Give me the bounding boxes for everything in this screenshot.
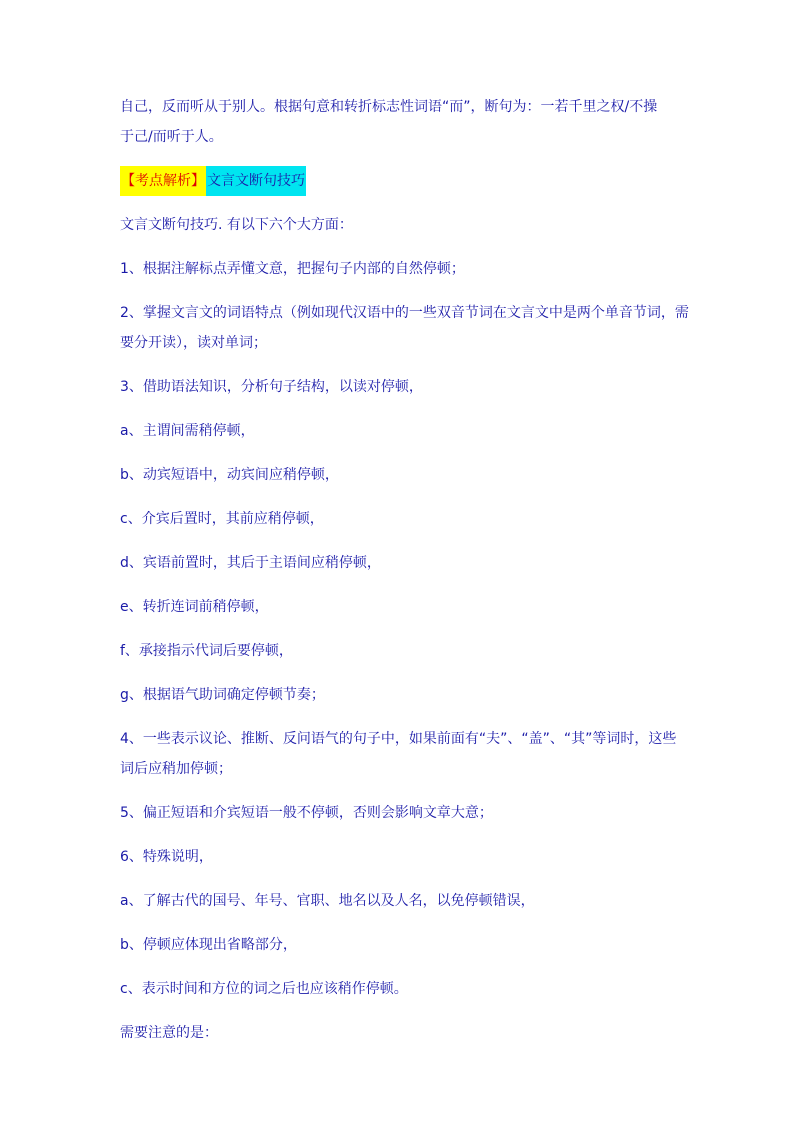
- section-heading: [120, 166, 690, 196]
- section-tag: 【考点解析】: [120, 166, 206, 196]
- paragraph-item-6c: c、表示时间和方位的词之后也应该稍作停顿。: [120, 981, 408, 997]
- paragraph-item-3g: g、根据语气助词确定停顿节奏；: [120, 687, 325, 703]
- paragraph-item-3b: b、动宾短语中，动宾间应稍停顿，: [120, 467, 339, 483]
- intro-line-2: 于己/而听于人。: [120, 129, 223, 145]
- paragraph-item-4: 4、一些表示议论、推断、反问语气的句子中，如果前面有“夫”、“盖”、“其”等词时，这些词后应稍加停顿；: [120, 731, 677, 777]
- section-title: 文言文断句技巧: [206, 166, 306, 196]
- intro-paragraph: [120, 92, 690, 152]
- paragraph-item-6: 6、特殊说明，: [120, 849, 213, 865]
- paragraph-item-3f: f、承接指示代词后要停顿，: [120, 643, 293, 659]
- paragraph-item-6a: a、了解古代的国号、年号、官职、地名以及人名，以免停顿错误，: [120, 893, 535, 909]
- paragraph-overview: 文言文断句技巧. 有以下六个大方面：: [120, 217, 353, 233]
- paragraph-note: 需要注意的是：: [120, 1025, 218, 1041]
- paragraph-item-3: 3、借助语法知识，分析句子结构，以读对停顿，: [120, 379, 423, 395]
- paragraph-item-3d: d、宾语前置时，其后于主语间应稍停顿，: [120, 555, 381, 571]
- paragraph-item-3c: c、介宾后置时，其前应稍停顿，: [120, 511, 324, 527]
- paragraph-item-3a: a、主谓间需稍停顿，: [120, 423, 255, 439]
- paragraph-item-1: 1、根据注解标点弄懂文意，把握句子内部的自然停顿；: [120, 261, 465, 277]
- document-page: [120, 92, 690, 1062]
- paragraph-item-6b: b、停顿应体现出省略部分，: [120, 937, 297, 953]
- paragraph-item-2: 2、掌握文言文的词语特点（例如现代汉语中的一些双音节词在文言文中是两个单音节词，需要分开读），读对单词；: [120, 305, 689, 351]
- paragraph-item-3e: e、转折连词前稍停顿，: [120, 599, 269, 615]
- paragraph-item-5: 5、偏正短语和介宾短语一般不停顿，否则会影响文章大意；: [120, 805, 493, 821]
- intro-line-1: 自己，反而听从于别人。根据句意和转折标志性词语“而”，断句为：一若千里之权/不操: [120, 99, 658, 115]
